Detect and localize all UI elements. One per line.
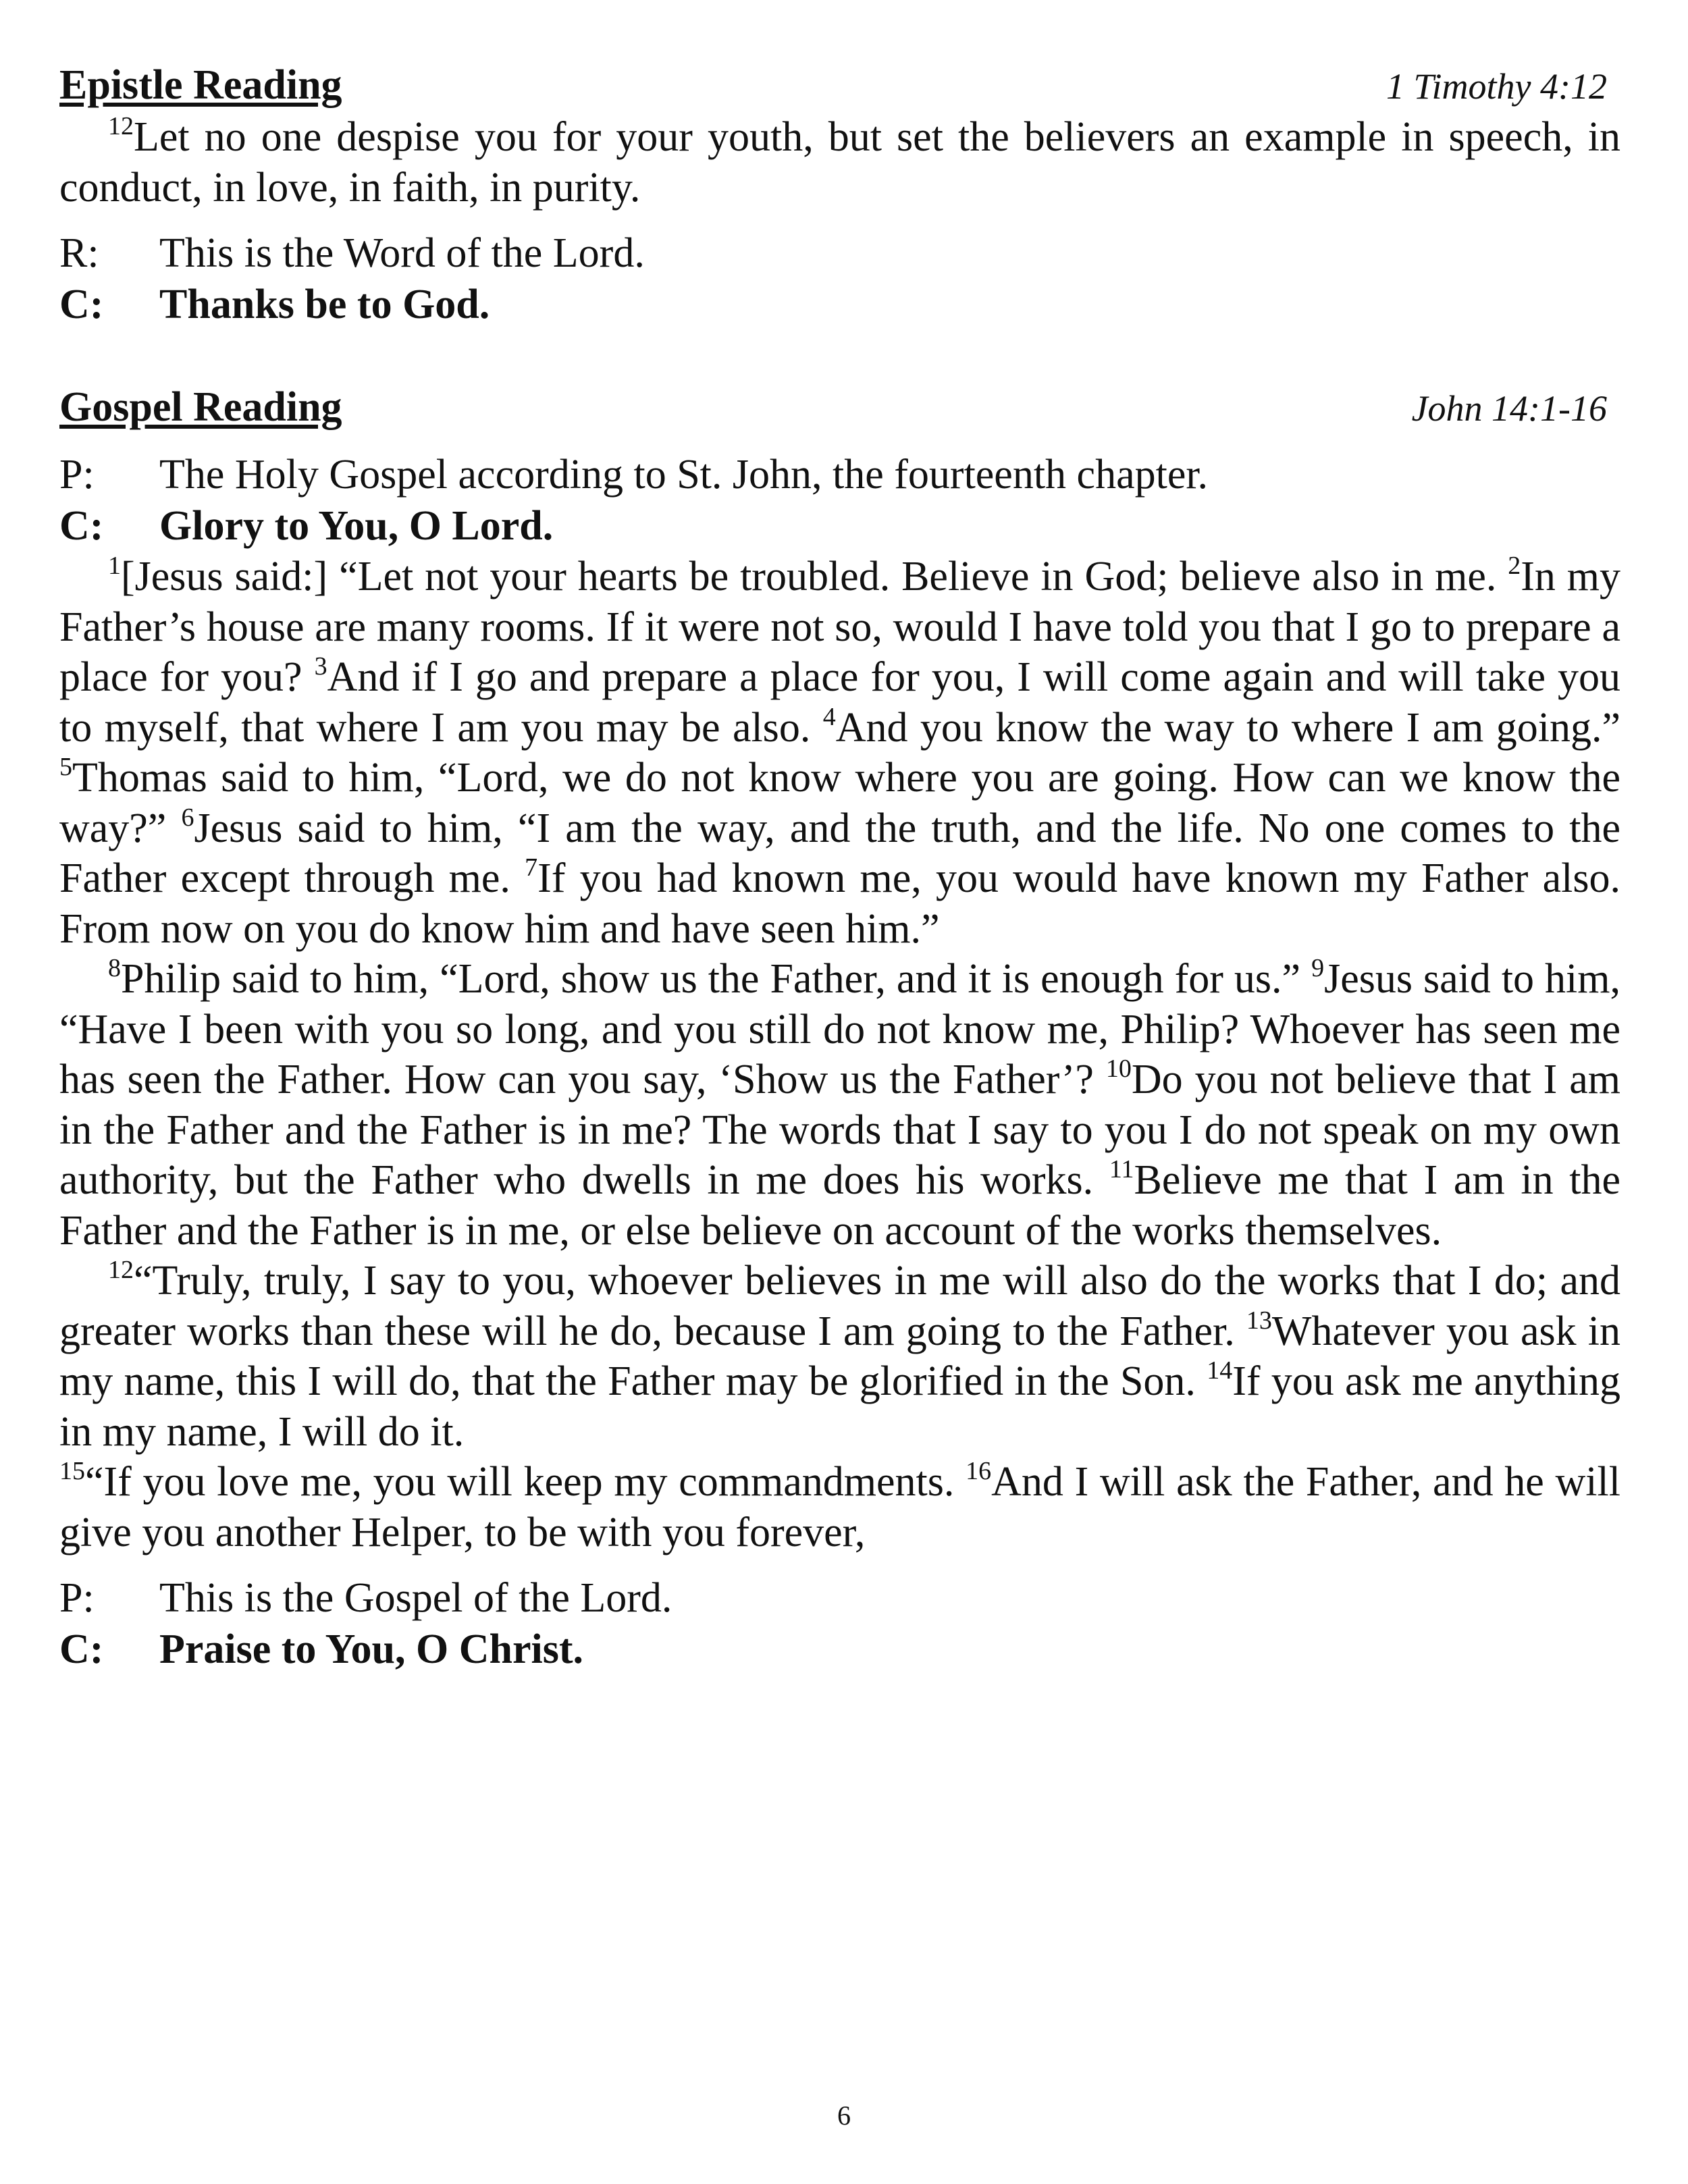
verse-number: 12 <box>108 112 134 140</box>
response-text: This is the Word of the Lord. <box>159 230 645 276</box>
gospel-body <box>59 552 1620 1557</box>
response-line <box>59 279 1620 330</box>
page <box>59 59 1620 1675</box>
verse-text: Thomas said to him, “Lord, we do not know where you are going. How can we know the way?” <box>59 755 1620 851</box>
epistle-citation: 1 Timothy 4:12 <box>1386 66 1607 107</box>
verse-number: 12 <box>108 1256 134 1284</box>
verse-text: “If you love me, you will keep my commandments. <box>85 1459 966 1505</box>
verse-text: And I will ask the Father, and he will give you another Helper, to be with you forever, <box>59 1459 1620 1555</box>
response-text: This is the Gospel of the Lord. <box>159 1575 672 1621</box>
gospel-title: Gospel Reading <box>59 384 342 430</box>
gospel-citation: John 14:1-16 <box>1411 388 1607 429</box>
gospel-closing <box>59 1572 1620 1675</box>
verse-number: 2 <box>1508 552 1521 580</box>
speaker-label: R: <box>59 230 99 276</box>
verse-text: If you ask me anything in my name, I will do it. <box>59 1358 1620 1455</box>
verse-number: 5 <box>59 753 72 781</box>
verse-text: Believe me that I am in the Father and the Father is in me, or else believe on account of the works themselves. <box>59 1157 1621 1254</box>
verse-number: 8 <box>108 954 121 982</box>
response-text: The Holy Gospel according to St. John, the fourteenth chapter. <box>159 452 1209 498</box>
verse-number: 7 <box>525 853 538 882</box>
verse-text: Jesus said to him, “I am the way, and the truth, and the life. No one comes to the Father except through me. <box>59 805 1620 901</box>
gospel-paragraph <box>59 1457 1620 1557</box>
verse-text: In my Father’s house are many rooms. If it were not so, would I have told you that I go to prepare a place for you? <box>59 554 1621 700</box>
page-number: 6 <box>837 2100 851 2131</box>
epistle-title: Epistle Reading <box>59 62 342 108</box>
epistle-text <box>59 112 1620 213</box>
verse-number: 4 <box>822 702 836 731</box>
response-text: Praise to You, O Christ. <box>159 1626 583 1672</box>
response-line <box>59 500 1620 552</box>
epistle-header <box>59 59 1620 112</box>
verse-number: 14 <box>1207 1356 1233 1385</box>
epistle-responses <box>59 228 1620 330</box>
verse-number: 10 <box>1105 1055 1132 1083</box>
verse-number: 16 <box>966 1457 992 1485</box>
verse-text: And if I go and prepare a place for you, I will come again and will take you to myself, that where I am you may be also. <box>59 654 1620 751</box>
response-line <box>59 449 1620 500</box>
response-line <box>59 1624 1620 1675</box>
gospel-paragraph <box>59 552 1620 954</box>
gospel-header <box>59 381 1620 434</box>
speaker-label: C: <box>59 282 104 327</box>
verse-number: 6 <box>181 803 194 832</box>
verse-number: 1 <box>108 552 121 580</box>
verse-number: 15 <box>59 1457 85 1485</box>
verse-text: Do you not believe that I am in the Father and the Father is in me? The words that I say to you I do not speak on my own authority, but the Father who dwells in me does his works. <box>59 1057 1620 1203</box>
speaker-label: C: <box>59 503 104 549</box>
verse-text: And you know the way to where I am going.” <box>835 704 1620 751</box>
speaker-label: C: <box>59 1626 104 1672</box>
verse-number: 13 <box>1246 1306 1272 1335</box>
verse-number: 9 <box>1311 954 1325 982</box>
response-line <box>59 228 1620 279</box>
gospel-paragraph <box>59 1256 1620 1457</box>
speaker-label: P: <box>59 1575 95 1621</box>
verse-text: Whatever you ask in my name, this I will do, that the Father may be glorified in the Son. <box>59 1308 1620 1404</box>
verse-number: 11 <box>1109 1155 1134 1183</box>
response-text: Glory to You, O Lord. <box>159 503 554 549</box>
verse-text: “Truly, truly, I say to you, whoever believes in me will also do the works that I do; and greater works than these will he do, because I am going to the Father. <box>59 1258 1620 1354</box>
verse-text: Philip said to him, “Lord, show us the Father, and it is enough for us.” <box>121 956 1312 1002</box>
gospel-paragraph <box>59 954 1620 1256</box>
verse-text: Jesus said to him, “Have I been with you so long, and you still do not know me, Philip? Whoever has seen me has seen the Father. How can you say, ‘Show us the Father’? <box>59 956 1621 1102</box>
speaker-label: P: <box>59 452 95 498</box>
verse-text: If you had known me, you would have known my Father also. From now on you do know him and have seen him.” <box>59 855 1620 952</box>
gospel-intro <box>59 449 1620 552</box>
response-line <box>59 1572 1620 1624</box>
verse-text: [Jesus said:] “Let not your hearts be troubled. Believe in God; believe also in me. <box>121 554 1508 600</box>
verse-text: Let no one despise you for your youth, but set the believers an example in speech, in conduct, in love, in faith, in purity. <box>59 114 1620 211</box>
verse-number: 3 <box>314 652 327 681</box>
response-text: Thanks be to God. <box>159 282 490 327</box>
